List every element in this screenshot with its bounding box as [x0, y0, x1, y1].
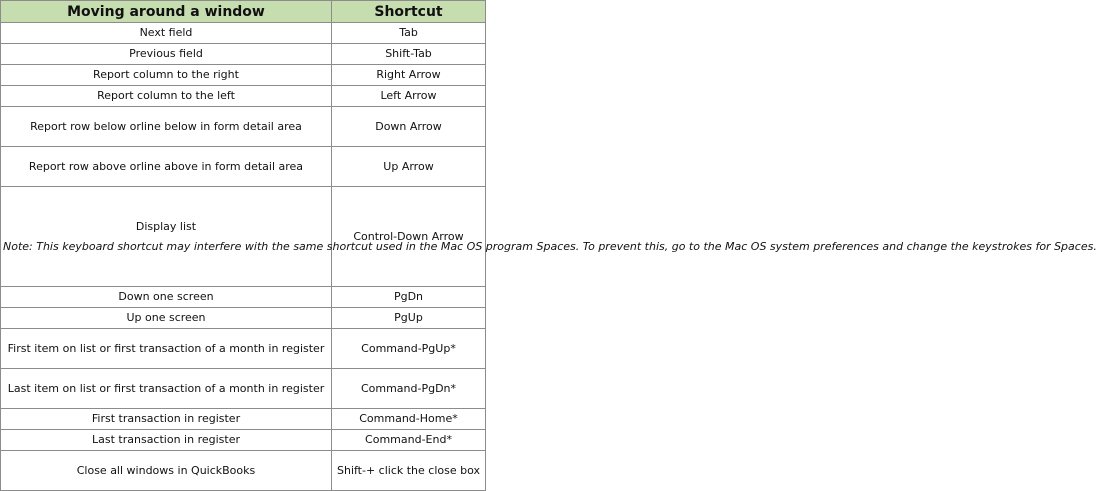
shortcut-cell: Left Arrow [332, 86, 486, 107]
table-row [1, 409, 486, 430]
shortcut-cell: Tab [332, 23, 486, 44]
table-row [1, 287, 486, 308]
action-cell: Next field [1, 23, 332, 44]
shortcut-cell: Command-Home* [332, 409, 486, 430]
table-row [1, 329, 486, 369]
action-cell: First transaction in register [1, 409, 332, 430]
action-cell: Last item on list or first transaction of a month in register [1, 369, 332, 409]
table-row [1, 23, 486, 44]
shortcut-cell: Command-PgUp* [332, 329, 486, 369]
table-row [1, 369, 486, 409]
shortcut-cell: Control-Down Arrow [332, 187, 486, 287]
table-row [1, 44, 486, 65]
action-cell: Report row above orline above in form detail area [1, 147, 332, 187]
action-cell: Previous field [1, 44, 332, 65]
shortcut-cell: Right Arrow [332, 65, 486, 86]
shortcut-cell: PgUp [332, 308, 486, 329]
table-row [1, 451, 486, 491]
shortcut-cell: Shift-+ click the close box [332, 451, 486, 491]
table-header-row [1, 1, 486, 23]
table-row [1, 308, 486, 329]
column-header-shortcut: Shortcut [332, 1, 486, 23]
column-header-action: Moving around a window [1, 1, 332, 23]
shortcut-cell: PgDn [332, 287, 486, 308]
action-cell: Report column to the right [1, 65, 332, 86]
table-row [1, 187, 486, 287]
shortcut-cell: Down Arrow [332, 107, 486, 147]
action-cell: Last transaction in register [1, 430, 332, 451]
shortcut-cell: Command-End* [332, 430, 486, 451]
table-row [1, 107, 486, 147]
shortcut-cell: Command-PgDn* [332, 369, 486, 409]
action-cell: Down one screen [1, 287, 332, 308]
shortcut-cell: Up Arrow [332, 147, 486, 187]
action-cell: First item on list or first transaction of a month in register [1, 329, 332, 369]
note-text: Note: This keyboard shortcut may interfere with the same shortcut used in the Mac OS program Spaces. To prevent this, go to the Mac OS system preferences and change the keystrokes for Spaces. [3, 239, 1097, 253]
shortcut-cell: Shift-Tab [332, 44, 486, 65]
table-row [1, 86, 486, 107]
action-cell: Up one screen [1, 308, 332, 329]
action-text: Display list [135, 219, 197, 233]
action-cell: Close all windows in QuickBooks [1, 451, 332, 491]
table-row [1, 147, 486, 187]
table-row [1, 65, 486, 86]
action-cell: Report row below orline below in form detail area [1, 107, 332, 147]
action-cell: Report column to the left [1, 86, 332, 107]
table-row [1, 430, 486, 451]
